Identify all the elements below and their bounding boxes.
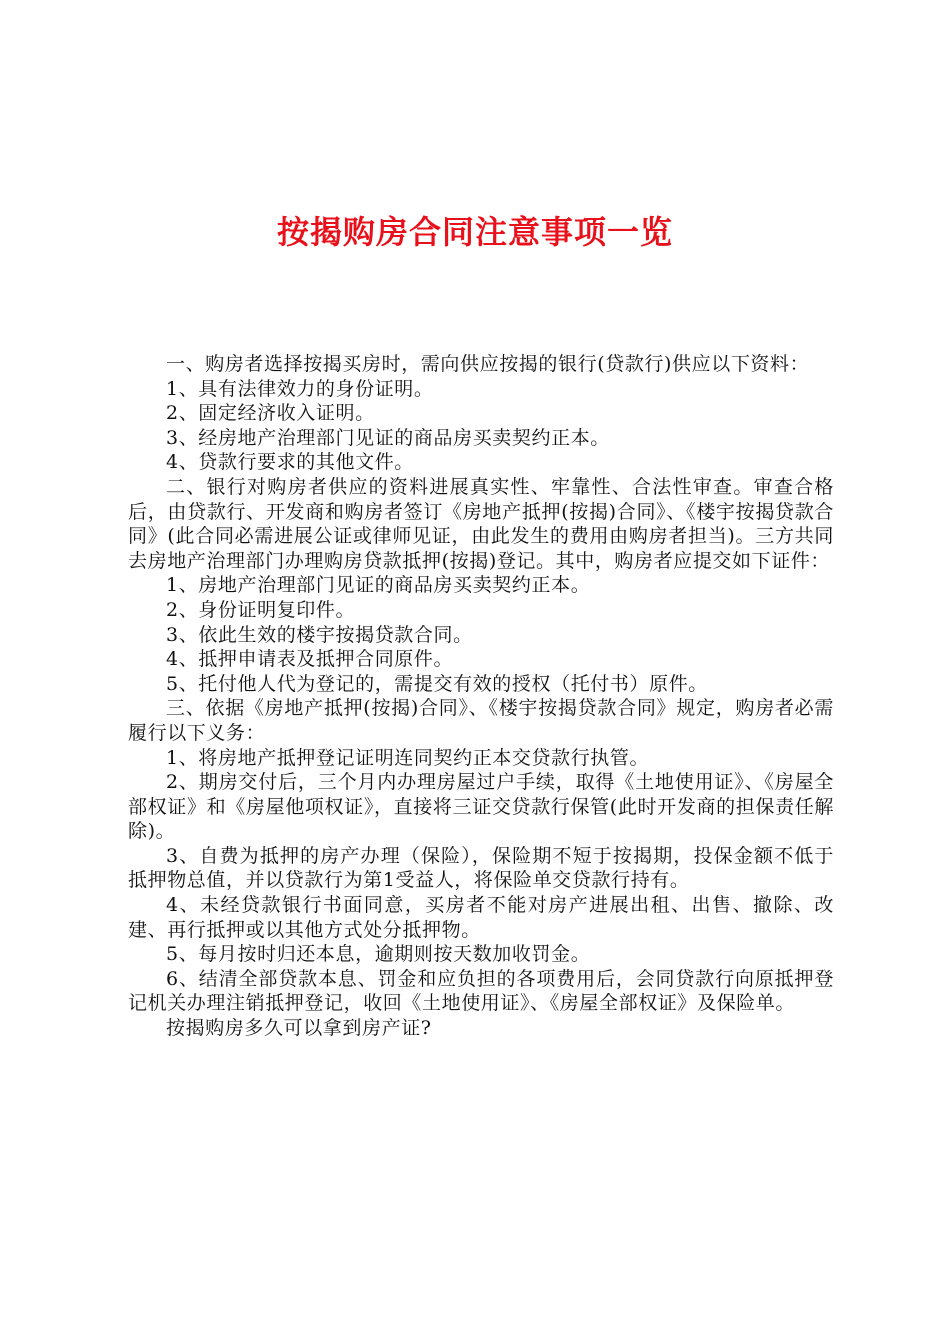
paragraph: 4、未经贷款银行书面同意，买房者不能对房产进展出租、出售、撤除、改建、再行抵押或以其他方式处分抵押物。 [128, 894, 834, 941]
paragraph: 6、结清全部贷款本息、罚金和应负担的各项费用后，会同贷款行向原抵押登记机关办理注销抵押登记，收回《土地使用证》、《房屋全部权证》及保险单。 [128, 967, 834, 1015]
paragraph: 一、购房者选择按揭买房时，需向供应按揭的银行(贷款行)供应以下资料： [166, 353, 810, 375]
document-title: 按揭购房合同注意事项一览 [276, 213, 673, 251]
document-body [128, 352, 834, 1041]
paragraph: 三、依据《房地产抵押(按揭)合同》、《楼宇按揭贷款合同》规定，购房者必需履行以下义务： [128, 697, 834, 744]
paragraph: 2、期房交付后，三个月内办理房屋过户手续，取得《土地使用证》、《房屋全部权证》和《房屋他项权证》，直接将三证交贷款行保管(此时开发商的担保责任解除)。 [128, 771, 834, 843]
paragraph: 2、固定经济收入证明。 [166, 402, 375, 425]
paragraph: 1、具有法律效力的身份证明。 [166, 377, 434, 400]
paragraph: 按揭购房多久可以拿到房产证? [166, 1017, 432, 1040]
paragraph: 1、房地产治理部门见证的商品房买卖契约正本。 [166, 574, 591, 597]
paragraph: 3、自费为抵押的房产办理（保险），保险期不短于按揭期，投保金额不低于抵押物总值，并以贷款行为第1受益人，将保险单交贷款行持有。 [128, 844, 834, 892]
paragraph: 2、身份证明复印件。 [166, 598, 356, 621]
paragraph: 二、银行对购房者供应的资料进展真实性、牢靠性、合法性审查。审查合格后，由贷款行、开发商和购房者签订《房地产抵押(按揭)合同》、《楼宇按揭贷款合同》(此合同必需进展公证或律师见证，由此发生的费用由购房者担当)。三方共同去房地产治理部门办理购房贷款抵押(按揭)登记。其中，购房者应提交如下证件： [128, 475, 834, 572]
paragraph: 1、将房地产抵押登记证明连同契约正本交贷款行执管。 [166, 746, 650, 769]
paragraph: 4、贷款行要求的其他文件。 [166, 451, 414, 474]
paragraph: 5、每月按时归还本息，逾期则按天数加收罚金。 [166, 943, 591, 966]
paragraph: 5、托付他人代为登记的，需提交有效的授权（托付书）原件。 [166, 672, 708, 695]
paragraph: 4、抵押申请表及抵押合同原件。 [166, 648, 454, 671]
paragraph: 3、经房地产治理部门见证的商品房买卖契约正本。 [166, 426, 610, 449]
paragraph: 3、依此生效的楼宇按揭贷款合同。 [166, 623, 473, 646]
